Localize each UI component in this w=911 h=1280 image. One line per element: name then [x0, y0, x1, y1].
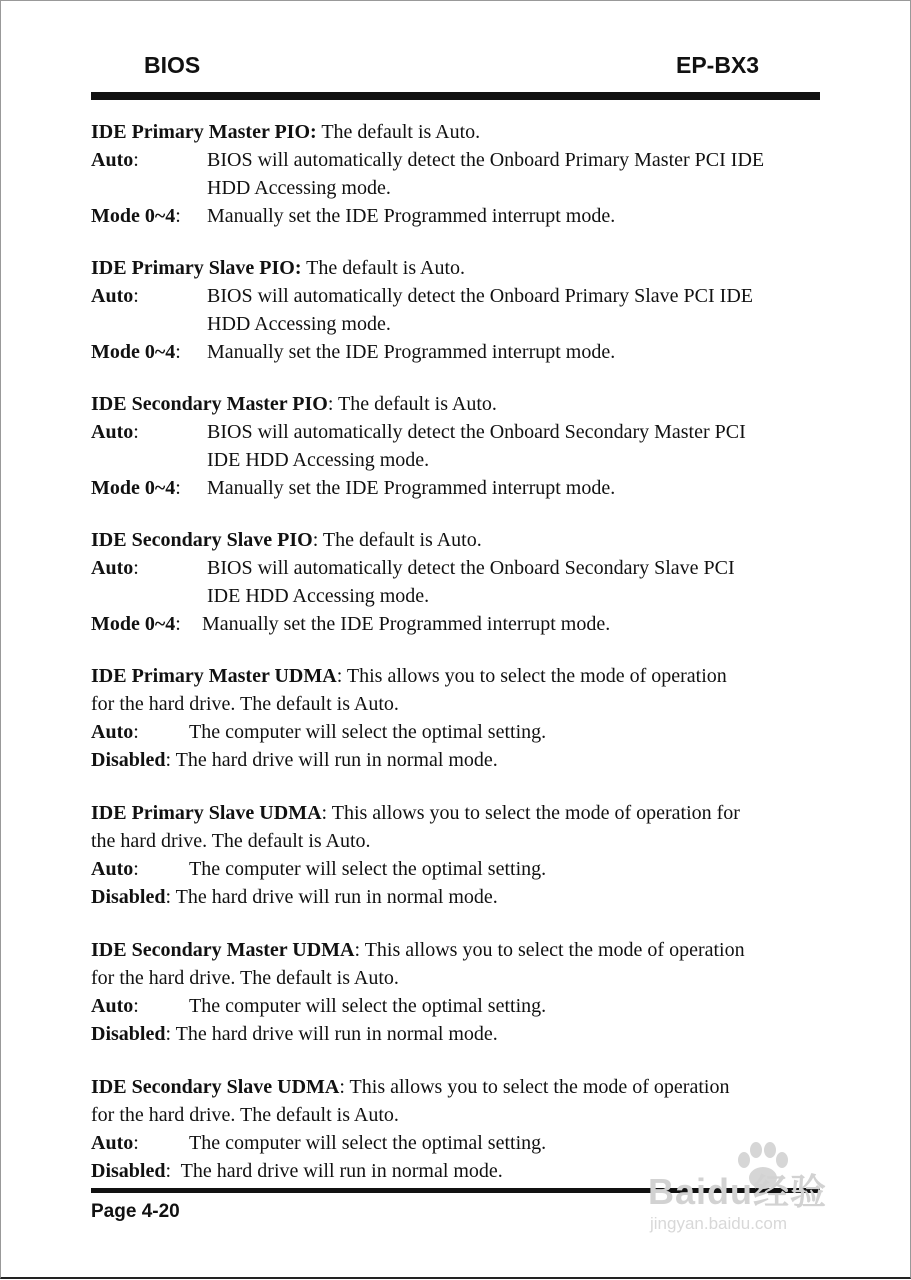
- section-heading: [91, 1073, 831, 1101]
- section-intro-continued: for the hard drive. The default is Auto.: [91, 967, 399, 989]
- option-description: The computer will select the optimal setting.: [189, 721, 547, 743]
- option-disabled: Disabled: The hard drive will run in normal mode.: [91, 1160, 503, 1182]
- option-description: The hard drive will run in normal mode.: [175, 749, 498, 771]
- section-primary-slave-pio: [91, 254, 831, 366]
- option-label: Mode 0~4:: [91, 477, 181, 499]
- section-intro: The default is Auto.: [301, 257, 466, 279]
- section-intro-continued: the hard drive. The default is Auto.: [91, 830, 371, 852]
- section-primary-slave-udma: [91, 799, 831, 911]
- section-intro: : This allows you to select the mode of operation: [339, 1076, 730, 1098]
- section-title: IDE Primary Slave PIO:: [91, 257, 302, 279]
- page-number: Page 4-20: [91, 1201, 180, 1222]
- option-label: Auto:: [91, 858, 139, 880]
- option-mode: [91, 610, 831, 638]
- section-intro: : The default is Auto.: [312, 529, 482, 551]
- option-disabled: Disabled: The hard drive will run in normal mode.: [91, 1023, 498, 1045]
- option-description: The computer will select the optimal setting.: [189, 858, 547, 880]
- section-heading: [91, 254, 831, 282]
- option-disabled: Disabled: The hard drive will run in normal mode.: [91, 886, 498, 908]
- section-intro-continued: for the hard drive. The default is Auto.: [91, 693, 399, 715]
- option-label: Disabled: [91, 1023, 166, 1045]
- option-label: Mode 0~4:: [91, 341, 181, 363]
- section-heading: [91, 936, 831, 964]
- section-title: IDE Secondary Master UDMA: [91, 939, 355, 961]
- option-auto: [91, 146, 831, 202]
- option-label: Auto:: [91, 721, 139, 743]
- option-label: Auto:: [91, 557, 139, 579]
- watermark: [640, 1140, 870, 1240]
- option-description: BIOS will automatically detect the Onboard Primary Slave PCI IDE HDD Accessing mode.: [207, 285, 753, 335]
- option-description: Manually set the IDE Programmed interrupt mode.: [207, 205, 616, 227]
- option-description: BIOS will automatically detect the Onboard Secondary Master PCI IDE HDD Accessing mode.: [207, 421, 746, 471]
- section-intro-continued: for the hard drive. The default is Auto.: [91, 1104, 399, 1126]
- section-intro: : This allows you to select the mode of operation: [354, 939, 745, 961]
- option-auto: [91, 855, 831, 883]
- page-content: [91, 118, 831, 1185]
- option-mode: [91, 202, 831, 230]
- section-title: IDE Primary Slave UDMA: [91, 802, 322, 824]
- section-title: IDE Primary Master UDMA: [91, 665, 337, 687]
- section-intro: : This allows you to select the mode of operation: [336, 665, 727, 687]
- section-intro: : The default is Auto.: [327, 393, 497, 415]
- section-secondary-slave-pio: [91, 526, 831, 638]
- option-auto: [91, 992, 831, 1020]
- option-description: The computer will select the optimal setting.: [189, 995, 547, 1017]
- section-heading: [91, 118, 831, 146]
- section-title: IDE Secondary Master PIO: [91, 393, 328, 415]
- section-primary-master-pio: [91, 118, 831, 230]
- section-heading: [91, 662, 831, 690]
- section-secondary-master-udma: [91, 936, 831, 1048]
- option-description: Manually set the IDE Programmed interrupt mode.: [207, 477, 616, 499]
- option-label: Auto:: [91, 285, 139, 307]
- section-heading: [91, 799, 831, 827]
- option-auto: [91, 554, 831, 610]
- option-auto: [91, 418, 831, 474]
- section-title: IDE Primary Master PIO:: [91, 121, 317, 143]
- option-mode: [91, 338, 831, 366]
- option-auto: [91, 282, 831, 338]
- option-auto: [91, 718, 831, 746]
- option-mode: [91, 474, 831, 502]
- header-right-title: EP-BX3: [676, 52, 760, 78]
- option-description: BIOS will automatically detect the Onboard Secondary Slave PCI IDE HDD Accessing mode.: [207, 557, 735, 607]
- option-description: Manually set the IDE Programmed interrupt mode.: [202, 613, 611, 635]
- section-heading: [91, 526, 831, 554]
- option-label: Auto:: [91, 995, 139, 1017]
- watermark-url: jingyan.baidu.com: [650, 1214, 788, 1233]
- option-label: Auto:: [91, 1132, 139, 1154]
- option-label: Mode 0~4:: [91, 613, 181, 635]
- section-heading: [91, 390, 831, 418]
- option-label: Auto:: [91, 149, 139, 171]
- header-left-title: BIOS: [144, 52, 201, 78]
- option-label: Disabled: [91, 886, 166, 908]
- option-label: Auto:: [91, 421, 139, 443]
- section-primary-master-udma: [91, 662, 831, 774]
- option-label: Disabled: [91, 749, 166, 771]
- section-intro: : This allows you to select the mode of operation for: [321, 802, 740, 824]
- option-label: Mode 0~4:: [91, 205, 181, 227]
- option-disabled: Disabled: The hard drive will run in normal mode.: [91, 749, 498, 771]
- header-rule: [91, 92, 820, 100]
- section-title: IDE Secondary Slave UDMA: [91, 1076, 340, 1098]
- option-description: The hard drive will run in normal mode.: [175, 1023, 498, 1045]
- option-description: The hard drive will run in normal mode.: [180, 1160, 503, 1182]
- option-description: The hard drive will run in normal mode.: [175, 886, 498, 908]
- section-intro: The default is Auto.: [316, 121, 481, 143]
- option-label: Disabled: [91, 1160, 166, 1182]
- option-description: Manually set the IDE Programmed interrupt mode.: [207, 341, 616, 363]
- section-secondary-master-pio: [91, 390, 831, 502]
- option-description: The computer will select the optimal setting.: [189, 1132, 547, 1154]
- option-description: BIOS will automatically detect the Onboard Primary Master PCI IDE HDD Accessing mode.: [207, 149, 765, 199]
- watermark-logo: Baidu经验: [648, 1171, 828, 1212]
- section-title: IDE Secondary Slave PIO: [91, 529, 313, 551]
